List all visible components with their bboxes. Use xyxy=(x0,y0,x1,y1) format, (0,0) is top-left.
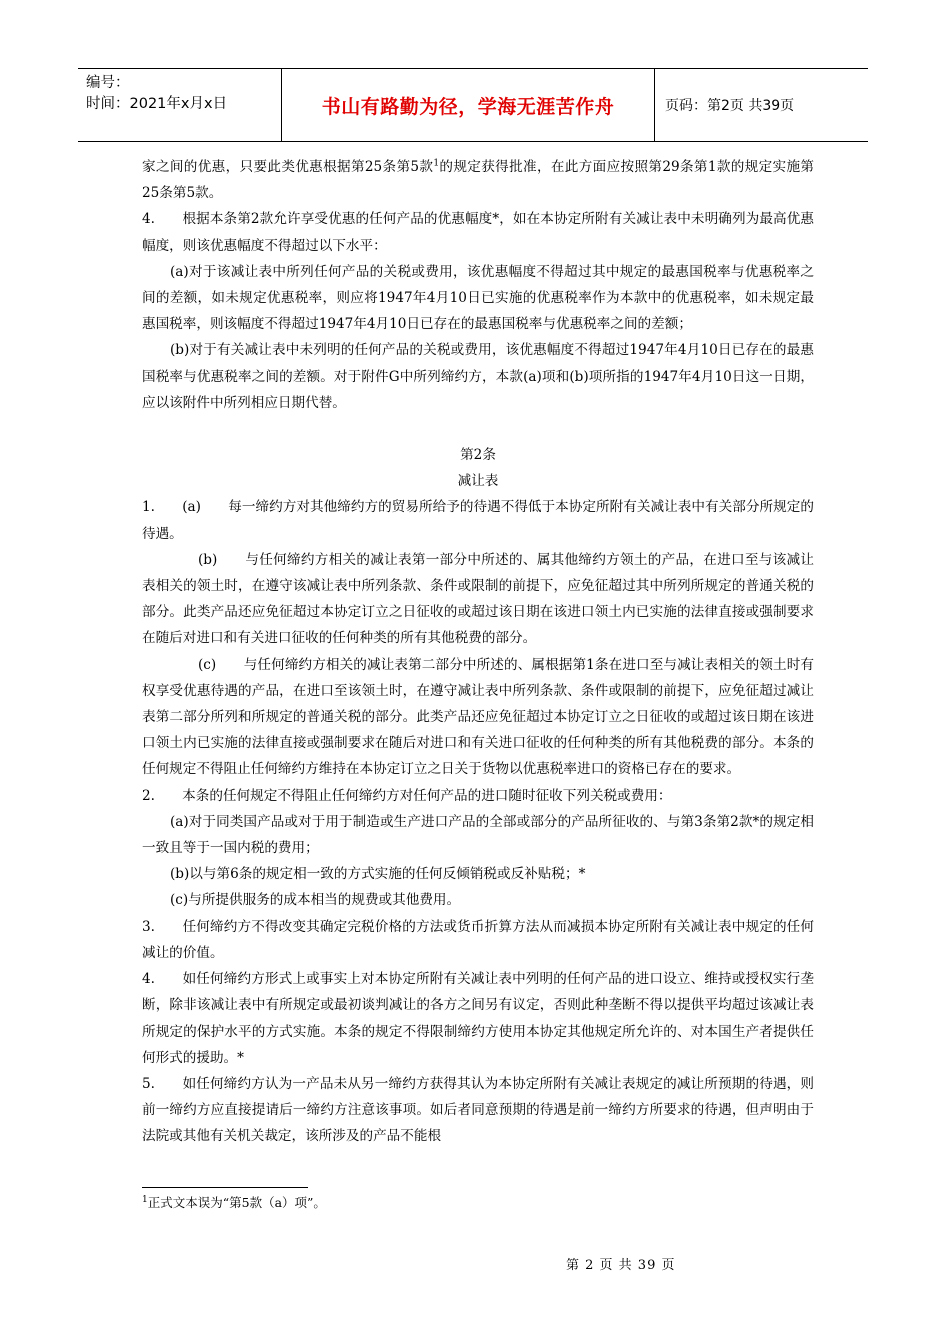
paragraph: 家之间的优惠，只要此类优惠根据第25条第5款$^1$的规定获得批准，在此方面应按照第29条第1款的规定实施第25条第5款。 xyxy=(142,158,814,202)
header-motto-cell xyxy=(281,69,655,141)
paragraph: (c)与所提供服务的成本相当的规费或其他费用。 xyxy=(170,892,461,909)
paragraph: (b) 与任何缔约方相关的减让表第一部分中所述的、属其他缔约方领土的产品，在进口至与该减让表相关的领土时，在遵守该减让表中所列条款、条件或限制的前提下，应免征超过其中所列所规定的普通关税的部分。此类产品还应免征超过本协定订立之日征收的或超过该日期在该进口领土内已实施的法律直接或强制要求在随后对进口和有关进口征收的任何种类的所有其他税费的部分。 xyxy=(142,551,814,647)
footnote-ref: 1 xyxy=(433,158,440,169)
time-label: 时间：2021年x月x日 xyxy=(86,96,228,112)
article-title: 减让表 xyxy=(457,473,499,490)
paragraph: 4. 如任何缔约方形式上或事实上对本协定所附有关减让表中列明的任何产品的进口设立、维持或授权实行垄断，除非该减让表中有所规定或最初谈判减让的各方之间另有议定，否则此种垄断不得以提供平均超过该减让表所规定的保护水平的方式实施。本条的规定不得限制缔约方使用本协定其他规定所允许的、对本国生产者提供任何形式的援助。* xyxy=(142,971,814,1066)
paragraph: 5. 如任何缔约方认为一产品未从另一缔约方获得其认为本协定所附有关减让表规定的减让所预期的待遇，则前一缔约方应直接提请后一缔约方注意该事项。如后者同意预期的待遇是前一缔约方所要求的待遇，但声明由于法院或其他有关机关裁定，该所涉及的产品不能根 xyxy=(142,1075,814,1145)
page-info: 页码：第2页 共39页 xyxy=(665,98,795,114)
number-label: 编号： xyxy=(86,75,130,91)
paragraph: (a)对于同类国产品或对于用于制造或生产进口产品的全部或部分的产品所征收的、与第3条第2款*的规定相一致且等于一国内税的费用； xyxy=(142,813,814,857)
paragraph: (b)对于有关减让表中未列明的任何产品的关税或费用，该优惠幅度不得超过1947年4月10日已存在的最惠国税率与优惠税率之间的差额。对于附件G中所列缔约方，本款(a)项和(b)项所指的1947年4月10日这一日期，应以该附件中所列相应日期代替。 xyxy=(142,342,814,411)
motto: 书山有路勤为径，学海无涯苦作舟 xyxy=(321,95,615,118)
article-number: 第2条 xyxy=(460,447,496,464)
paragraph: 2. 本条的任何规定不得阻止任何缔约方对任何产品的进口随时征收下列关税或费用： xyxy=(142,787,672,804)
footnote: $^1$正式文本误为“第5款（a）项”。 xyxy=(142,1194,326,1210)
header-meta xyxy=(78,69,281,141)
paragraph: 3. 任何缔约方不得改变其确定完税价格的方法或货币折算方法从而减损本协定所附有关减让表中规定的任何减让的价值。 xyxy=(142,918,814,961)
paragraph: (a)对于该减让表中所列任何产品的关税或费用，该优惠幅度不得超过其中规定的最惠国税率与优惠税率之间的差额，如未规定优惠税率，则应将1947年4月10日已实施的优惠税率作为本款中的优惠税率，如未规定最惠国税率，则该幅度不得超过1947年4月10日已存在的最惠国税率与优惠税率之间的差额； xyxy=(142,263,814,333)
paragraph: 1. (a) 每一缔约方对其他缔约方的贸易所给予的待遇不得低于本协定所附有关减让表中有关部分所规定的待遇。 xyxy=(142,499,814,542)
page-footer: 第 2 页 共 39 页 xyxy=(566,1258,676,1273)
page-header xyxy=(78,68,868,142)
document-body xyxy=(142,154,814,1150)
paragraph: (c) 与任何缔约方相关的减让表第二部分中所述的、属根据第1条在进口至与减让表相关的领土时有权享受优惠待遇的产品，在进口至该领土时，在遵守减让表中所列条款、条件或限制的前提下，应免征超过减让表第二部分所列和所规定的普通关税的部分。此类产品还应免征超过本协定订立之日征收的或超过该日期在该进口领土内已实施的法律直接或强制要求在随后对进口和有关进口征收的任何种类的所有其他税费的部分。本条的任何规定不得阻止任何缔约方维持在本协定订立之日关于货物以优惠税率进口的资格已存在的要求。 xyxy=(142,656,814,778)
paragraph: (b)以与第6条的规定相一致的方式实施的任何反倾销税或反补贴税；* xyxy=(170,866,586,883)
paragraph: 4. 根据本条第2款允许享受优惠的任何产品的优惠幅度*，如在本协定所附有关减让表中未明确列为最高优惠幅度，则该优惠幅度不得超过以下水平： xyxy=(142,211,814,254)
footnote-divider xyxy=(142,1187,308,1188)
